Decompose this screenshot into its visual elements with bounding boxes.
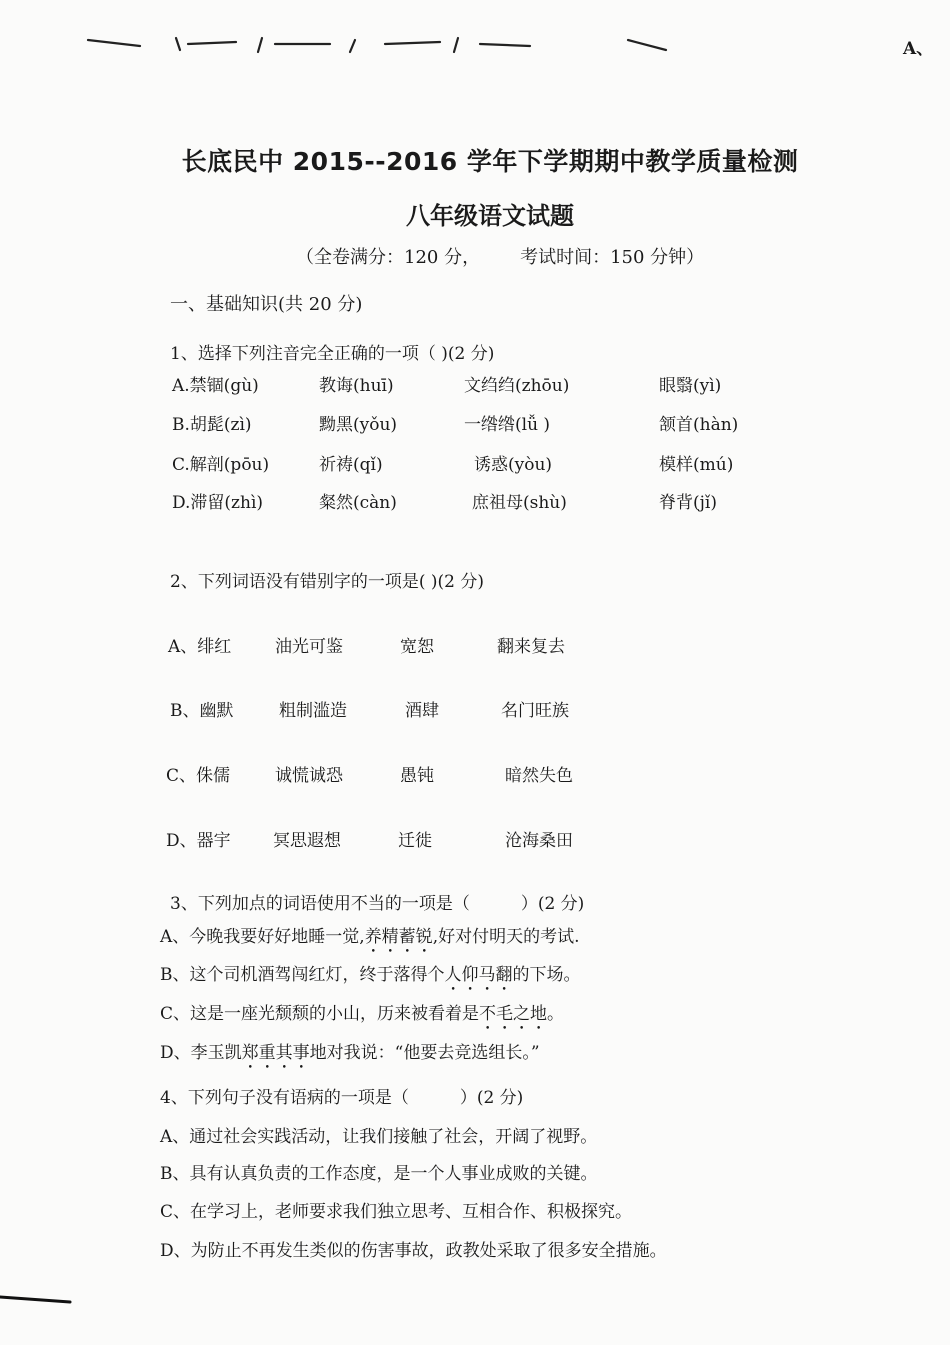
q1-option: C.解剖(pōu)	[172, 455, 270, 475]
corner-label: A、	[903, 39, 934, 59]
emphasized-phrase: 养精蓄锐	[364, 927, 433, 947]
q4-option: D、为防止不再发生类似的伤害事故，政教处采取了很多安全措施。	[160, 1241, 667, 1261]
q2-option: B、幽默	[170, 701, 234, 721]
emphasized-phrase: 不毛之地	[479, 1004, 548, 1024]
exam-meta	[296, 243, 704, 269]
q2-option: 粗制滥造	[279, 701, 347, 721]
q1-option: 文绉绉(zhōu)	[464, 376, 570, 396]
q2-option: 沧海桑田	[505, 831, 573, 851]
full-score: （全卷满分：120 分，	[296, 247, 481, 268]
q2-option: 宽恕	[400, 637, 434, 657]
q3-option-a: A、今晚我要好好地睡一觉,养精蓄锐,好对付明天的考试.	[160, 927, 580, 947]
exam-subtitle: 八年级语文试题	[406, 202, 574, 230]
q1-option: 庶祖母(shù)	[472, 493, 567, 513]
q3-option-d: D、李玉凯郑重其事地对我说：“他要去竞选组长。”	[160, 1043, 540, 1063]
q3-option-b: B、这个司机酒驾闯红灯，终于落得个人仰马翻的下场。	[160, 965, 581, 985]
q2-option: 酒肆	[405, 701, 439, 721]
q2-option: 名门旺族	[501, 701, 569, 721]
q2-option: 冥思遐想	[273, 831, 341, 851]
q2-option: 翻来复去	[497, 637, 565, 657]
exam-time: 考试时间：150 分钟）	[520, 247, 705, 268]
q2-option: 愚钝	[400, 766, 434, 786]
q2-stem: 2、下列词语没有错别字的一项是( )(2 分)	[170, 572, 484, 592]
q2-option: A、绯红	[168, 637, 232, 657]
emphasized-phrase: 人仰马翻	[444, 965, 513, 985]
q1-option: 颔首(hàn)	[659, 415, 739, 435]
q3-stem: 3、下列加点的词语使用不当的一项是（ ）(2 分)	[170, 894, 585, 914]
q4-option: A、通过社会实践活动，让我们接触了社会，开阔了视野。	[160, 1127, 598, 1147]
scan-marks	[0, 0, 950, 70]
q4-option: C、在学习上，老师要求我们独立思考、互相合作、积极探究。	[160, 1202, 633, 1222]
q2-option: 暗然失色	[505, 766, 573, 786]
emphasized-phrase: 郑重其事	[241, 1043, 310, 1063]
q1-option: D.滞留(zhì)	[172, 493, 264, 513]
q1-option: 一绺绺(lǚ )	[464, 415, 551, 435]
q2-option: D、器宇	[166, 831, 231, 851]
q3-option-c: C、这是一座光颓颓的小山，历来被看着是不毛之地。	[160, 1004, 565, 1024]
q1-option: 诱惑(yòu)	[474, 455, 553, 475]
q1-option: 教诲(huī)	[319, 376, 394, 396]
q2-option: 诚慌诚恐	[275, 766, 343, 786]
scan-edge-mark	[0, 1293, 75, 1307]
q1-option: 脊背(jǐ)	[659, 493, 717, 513]
q2-option: C、侏儒	[166, 766, 231, 786]
q1-option: 眼翳(yì)	[659, 376, 722, 396]
q2-option: 油光可鉴	[275, 637, 343, 657]
exam-title: 长底民中 2015--2016 学年下学期期中教学质量检测	[181, 147, 799, 176]
q1-option: 黝黑(yǒu)	[319, 415, 398, 435]
q1-option: B.胡髭(zì)	[172, 415, 252, 435]
q1-option: 粲然(càn)	[319, 493, 397, 513]
q4-option: B、具有认真负责的工作态度，是一个人事业成败的关键。	[160, 1164, 598, 1184]
q1-stem: 1、选择下列注音完全正确的一项（ )(2 分)	[170, 344, 495, 364]
q1-option: 祈祷(qǐ)	[319, 455, 383, 475]
q1-option: A.禁锢(gù)	[172, 376, 259, 396]
q4-stem: 4、下列句子没有语病的一项是（ ）(2 分)	[160, 1088, 524, 1108]
q2-option: 迁徙	[398, 831, 432, 851]
q1-option: 模样(mú)	[659, 455, 734, 475]
section-heading: 一、基础知识(共 20 分)	[170, 294, 363, 315]
